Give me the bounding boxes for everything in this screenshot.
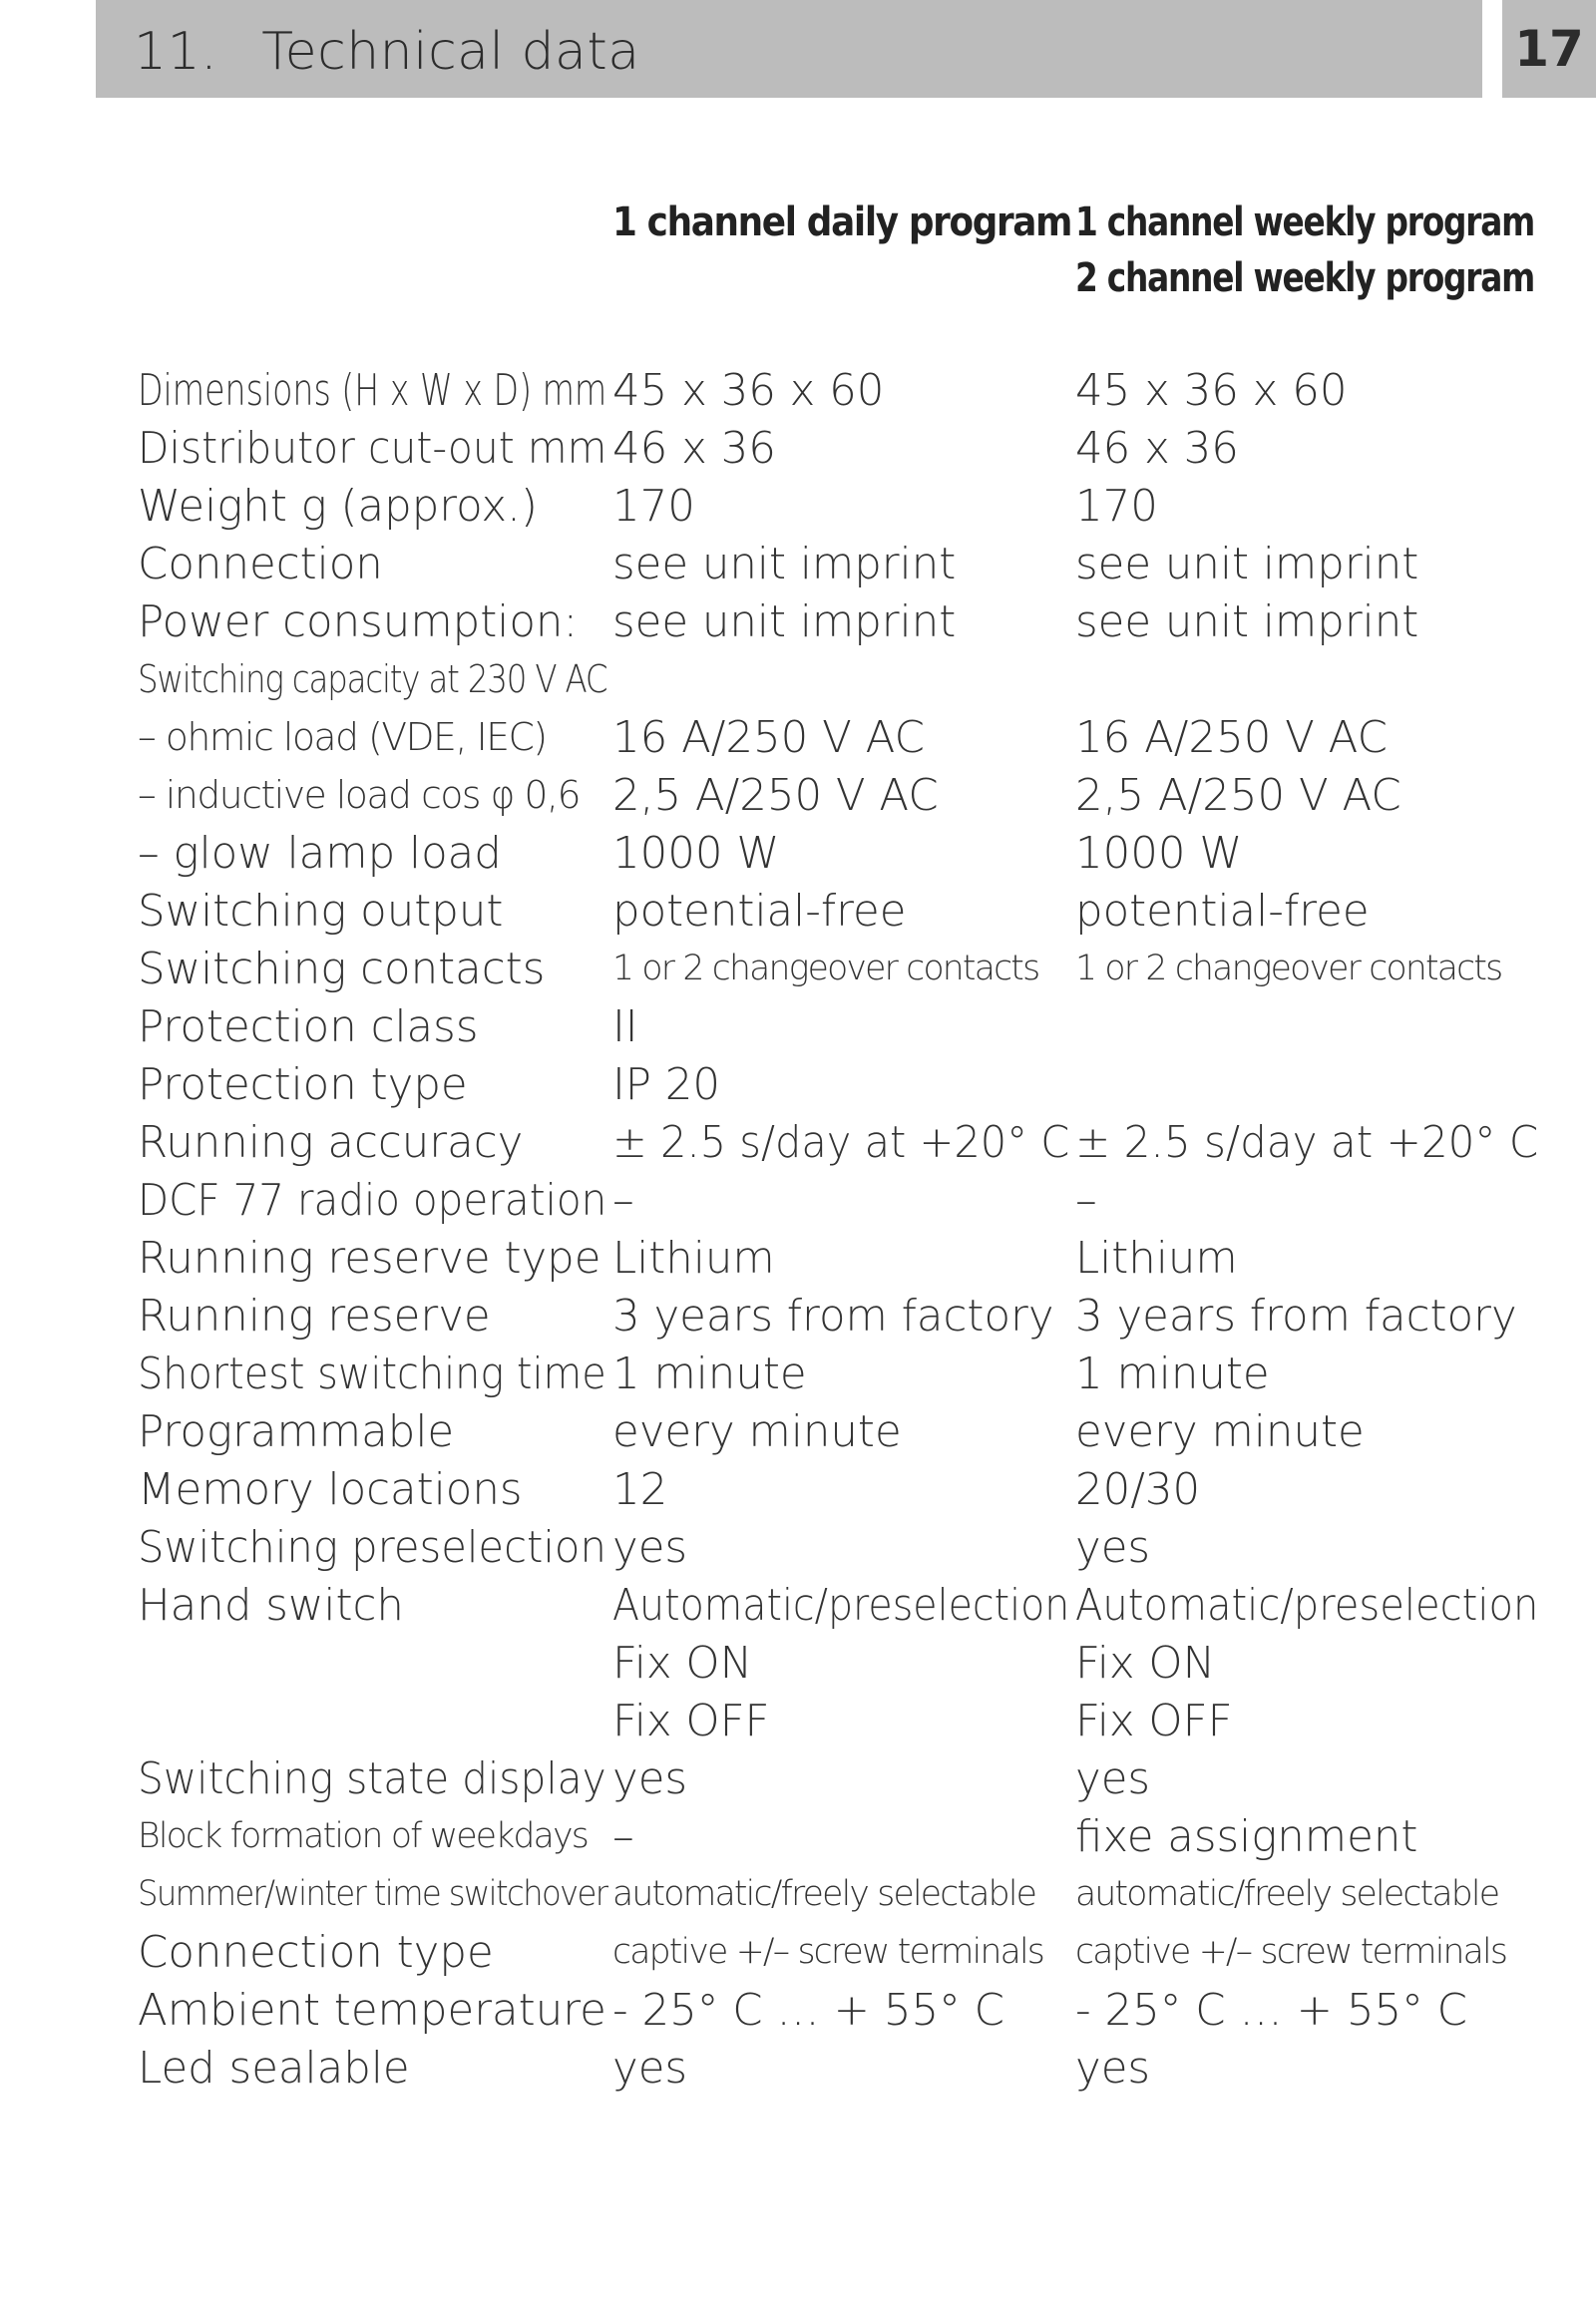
table-row [138,708,1574,766]
spec-value-daily: yes [612,1521,688,1573]
spec-value-weekly: yes [1075,2042,1151,2094]
spec-label: Connection type [138,1926,494,1978]
spec-value-daily: yes [612,1752,688,1804]
spec-label: – inductive load cos φ 0,6 [138,773,581,817]
spec-label: DCF 77 radio operation [138,1174,607,1226]
page-number-box [1502,0,1596,98]
spec-label: Switching state display [138,1752,606,1804]
section-title-text: Technical data [261,22,640,82]
spec-value-weekly: – [1075,1174,1097,1226]
spec-value-daily: IP 20 [612,1058,721,1110]
table-row [138,882,1574,940]
spec-value-daily: 46 x 36 [612,422,776,474]
spec-value-weekly: Fix ON [1075,1637,1216,1689]
spec-value-weekly: - 25° C … + 55° C [1075,1984,1468,2036]
table-row [138,824,1574,882]
spec-value-daily: II [612,1000,638,1052]
spec-value-daily: see unit imprint [612,595,957,647]
table-row [138,1807,1574,1865]
table-row [138,1749,1574,1807]
spec-label: Distributor cut-out mm [138,422,607,474]
spec-value-daily: – [612,1810,634,1862]
table-row [138,2039,1574,2097]
spec-value-weekly: 16 A/250 V AC [1075,711,1388,763]
table-row [138,1113,1574,1171]
table-row [138,1692,1574,1749]
spec-value-daily: every minute [612,1405,902,1457]
spec-value-weekly: automatic/freely selectable [1075,1874,1499,1914]
spec-value-weekly: fixe assignment [1075,1810,1418,1862]
spec-value-weekly: yes [1075,1752,1151,1804]
table-row [138,1460,1574,1518]
spec-value-weekly: see unit imprint [1075,538,1419,589]
spec-label: Switching contacts [138,943,546,994]
spec-value-weekly: 20/30 [1075,1463,1201,1515]
table-row [138,1345,1574,1402]
spec-label: Protection class [138,1000,479,1052]
spec-value-weekly: potential-free [1075,885,1370,937]
section-number: 11. [134,22,218,82]
table-row [138,592,1574,650]
spec-value-daily: 45 x 36 x 60 [612,364,885,416]
spec-value-daily: 1 or 2 changeover contacts [612,949,1039,988]
spec-label: Protection type [138,1058,468,1110]
spec-value-daily: automatic/freely selectable [612,1874,1036,1914]
table-row [138,997,1574,1055]
spec-label: Summer/winter time switchover [138,1874,607,1914]
spec-value-weekly: see unit imprint [1075,595,1419,647]
spec-value-weekly: captive +/– screw terminals [1075,1932,1507,1972]
spec-value-weekly: 1 minute [1075,1348,1270,1399]
spec-value-daily: 1000 W [612,827,780,879]
spec-label: Connection [138,538,383,589]
spec-label: Led sealable [138,2042,410,2094]
table-row [138,1229,1574,1287]
spec-label: Switching output [138,885,504,937]
spec-value-weekly: 46 x 36 [1075,422,1239,474]
spec-label: Programmable [138,1405,455,1457]
spec-value-weekly: 1 or 2 changeover contacts [1075,949,1502,988]
table-row [138,361,1574,419]
spec-label: – glow lamp load [138,827,502,879]
spec-label: Memory locations [138,1463,523,1515]
table-row [138,1576,1574,1634]
spec-value-weekly: 1000 W [1075,827,1243,879]
spec-value-weekly: every minute [1075,1405,1365,1457]
spec-value-weekly: yes [1075,1521,1151,1573]
spec-value-daily: 12 [612,1463,668,1515]
table-row [138,419,1574,477]
table-row [138,1055,1574,1113]
spec-label: Block formation of weekdays [138,1816,588,1856]
page-number: 17 [1514,20,1584,78]
technical-data-table [138,361,1574,2097]
section-title [134,22,640,82]
spec-value-weekly: 45 x 36 x 60 [1075,364,1348,416]
spec-label: Power consumption: [138,595,579,647]
table-row [138,1634,1574,1692]
spec-value-daily: 1 minute [612,1348,807,1399]
table-row [138,766,1574,824]
spec-label: Hand switch [138,1579,404,1631]
table-row [138,1171,1574,1229]
column-header-weekly-2: 2 channel weekly program [1075,255,1535,301]
spec-value-daily: Lithium [612,1232,775,1284]
spec-value-weekly: 2,5 A/250 V AC [1075,769,1401,821]
spec-value-daily: - 25° C … + 55° C [612,1984,1004,2036]
table-row [138,1981,1574,2039]
table-row [138,1923,1574,1981]
table-row [138,1865,1574,1923]
spec-value-daily: – [612,1174,634,1226]
spec-value-weekly: Lithium [1075,1232,1238,1284]
spec-value-weekly: Fix OFF [1075,1695,1233,1746]
spec-value-daily: yes [612,2042,688,2094]
table-row [138,1287,1574,1345]
spec-value-daily: 170 [612,480,695,532]
table-row [138,1402,1574,1460]
spec-label: Weight g (approx.) [138,480,538,532]
spec-value-daily: captive +/– screw terminals [612,1932,1044,1972]
spec-value-weekly: ± 2.5 s/day at +20° C [1075,1116,1539,1168]
column-header-weekly-1: 1 channel weekly program [1075,199,1535,245]
column-header-daily: 1 channel daily program [612,199,1072,245]
spec-label: Running reserve [138,1290,491,1342]
table-row [138,477,1574,535]
table-row [138,650,1574,708]
spec-label: Switching capacity at 230 V AC [138,657,607,701]
spec-value-daily: 16 A/250 V AC [612,711,925,763]
spec-label: – ohmic load (VDE, IEC) [138,715,547,759]
table-row [138,535,1574,592]
spec-value-daily: ± 2.5 s/day at +20° C [612,1116,1070,1168]
spec-value-daily: see unit imprint [612,538,957,589]
spec-value-daily: 3 years from factory [612,1290,1054,1342]
spec-label: Running reserve type [138,1232,601,1284]
spec-value-daily: potential-free [612,885,907,937]
spec-value-daily: 2,5 A/250 V AC [612,769,939,821]
spec-value-daily: Automatic/preselection [612,1579,1070,1631]
spec-label: Ambient temperature [138,1984,606,2036]
table-row [138,1518,1574,1576]
table-row [138,940,1574,997]
spec-value-daily: Fix OFF [612,1695,770,1746]
spec-label: Dimensions (H x W x D) mm [138,364,607,416]
spec-label: Switching preselection [138,1521,606,1573]
spec-value-weekly: Automatic/preselection [1075,1579,1539,1631]
spec-value-weekly: 3 years from factory [1075,1290,1517,1342]
spec-label: Running accuracy [138,1116,524,1168]
spec-value-daily: Fix ON [612,1637,753,1689]
spec-value-weekly: 170 [1075,480,1158,532]
spec-label: Shortest switching time [138,1348,606,1399]
